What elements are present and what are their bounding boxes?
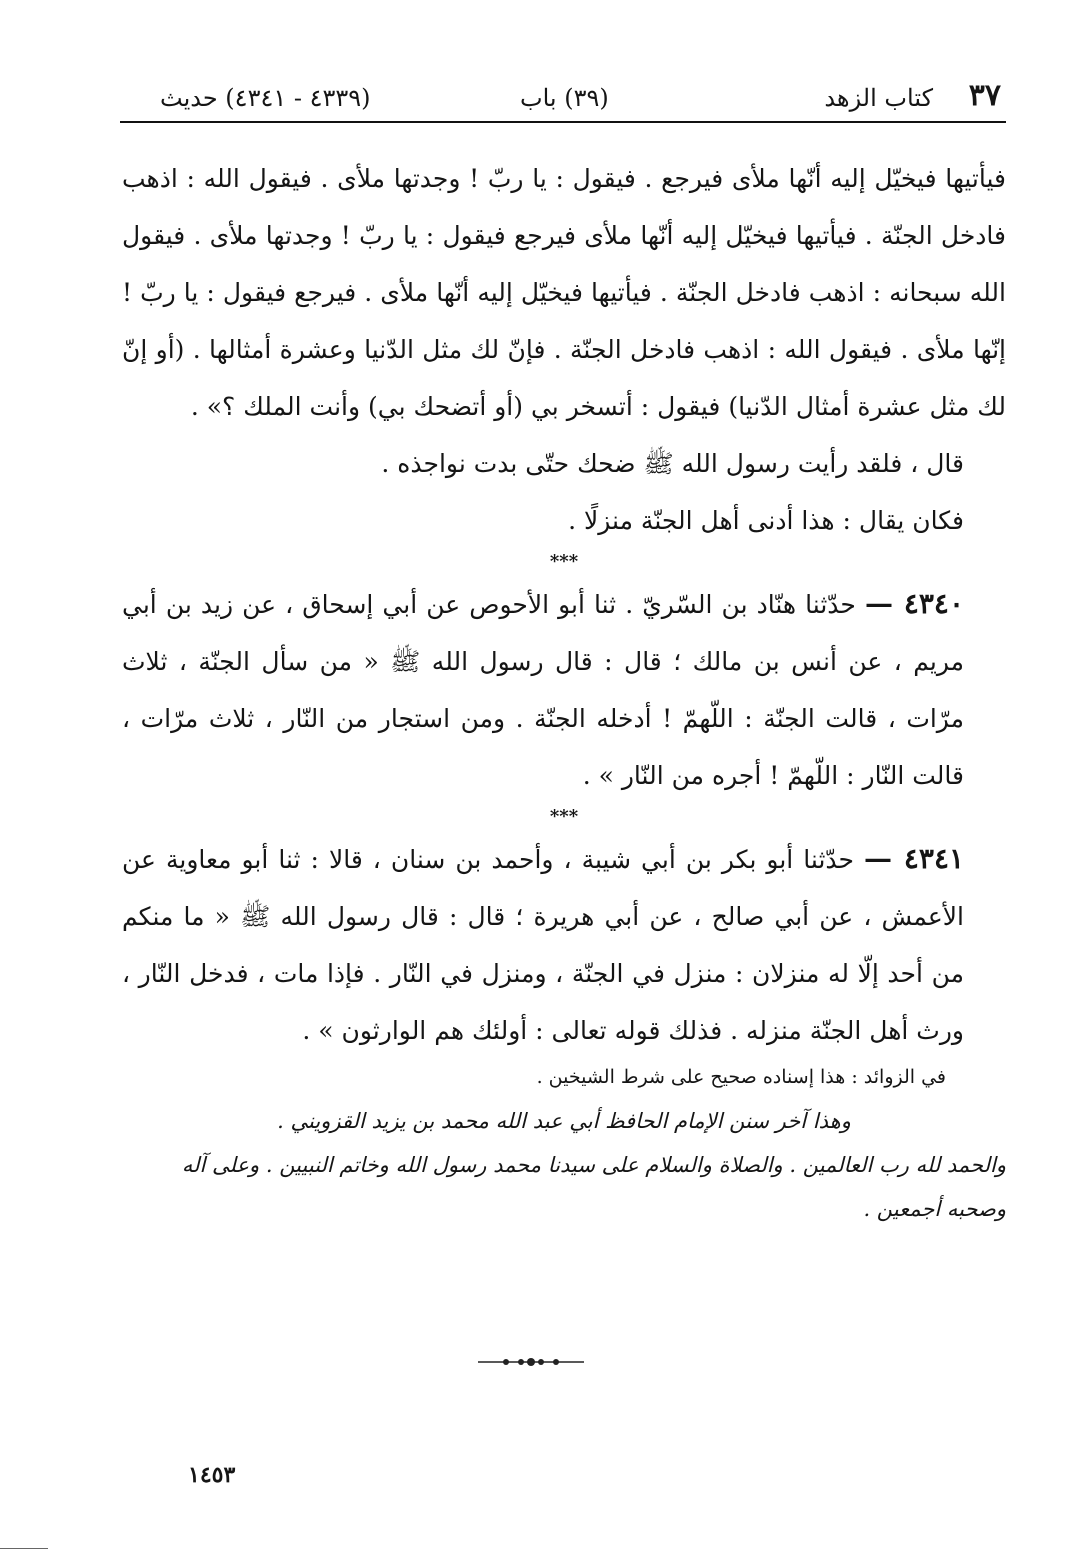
running-header	[120, 78, 1005, 122]
section-separator: ***	[549, 551, 579, 572]
hadith-range: (٤٣٣٩ - ٤٣٤١) حديث	[160, 84, 371, 112]
chapter-label: (٣٩) باب	[520, 84, 609, 112]
section-separator: ***	[549, 806, 579, 827]
hadith-4341	[122, 830, 1006, 1059]
paragraph-closing-remark: فكان يقال : هذا أدنى أهل الجنّة منزلًا .	[568, 506, 964, 535]
colophon-line-1: وهذا آخر سنن الإمام الحافظ أبي عبد الله محمد بن يزيد القزويني .	[277, 1109, 851, 1133]
page-number: ٣٧	[968, 78, 1001, 113]
hadith-number: ٤٣٤٠ —	[864, 587, 964, 620]
hadith-4340	[122, 575, 1006, 804]
main-text	[122, 150, 1006, 1231]
folio-number: ١٤٥٣	[188, 1462, 236, 1488]
hadith-text: حدّثنا أبو بكر بن أبي شيبة ، وأحمد بن سنان ، قالا : ثنا أبو معاوية عن الأعمش ، عن أبي صالح ، عن أبي هريرة ؛ قال : قال رسول الله ﷺ « ما منكم من أحد إلّا له منزلان : منزل في الجنّة ، ومنزل في النّار . فإذا مات ، فدخل النّار ، ورث أهل الجنّة منزله . فذلك قوله تعالى : أولئك هم الوارثون » .	[122, 845, 964, 1045]
paragraph-narrator-note: قال ، فلقد رأيت رسول الله ﷺ ضحك حتّى بدت نواجذه .	[381, 449, 964, 478]
scan-edge-mark	[0, 1548, 48, 1549]
header-rule	[120, 121, 1006, 123]
paragraph-continuation: فيأتيها فيخيّل إليه أنّها ملأى فيرجع . فيقول : يا ربّ ! وجدتها ملأى . فيقول الله : اذهب فادخل الجنّة . فيأتيها فيخيّل إليه أنّها ملأى فيرجع فيقول : يا ربّ ! وجدتها ملأى . فيقول الله سبحانه : اذهب فادخل الجنّة . فيأتيها فيخيّل إليه أنّها ملأى . فيرجع فيقول : يا ربّ ! إنّها ملأى . فيقول الله : اذهب فادخل الجنّة . فإنّ لك مثل الدّنيا وعشرة أمثالها . (أو إنّ لك مثل عشرة أمثال الدّنيا) فيقول : أتسخر بي (أو أتضحك بي) وأنت الملك ؟» .	[122, 164, 1006, 421]
book-title: كتاب الزهد	[824, 84, 933, 112]
hadith-number: ٤٣٤١ —	[864, 842, 965, 875]
colophon-line-2: والحمد لله رب العالمين . والصلاة والسلام على سيدنا محمد رسول الله وخاتم النبيين . وعلى آله وصحبه أجمعين .	[181, 1153, 1006, 1221]
hadith-text: حدّثنا هنّاد بن السّريّ . ثنا أبو الأحوص عن أبي إسحاق ، عن زيد بن أبي مريم ، عن أنس بن مالك ؛ قال : قال رسول الله ﷺ « من سأل الجنّة ، ثلاث مرّات ، قالت الجنّة : اللّهمّ ! أدخله الجنّة . ومن استجار من النّار ، ثلاث مرّات ، قالت النّار : اللّهمّ ! أجره من النّار » .	[122, 590, 964, 790]
end-ornament	[476, 1356, 586, 1368]
zawaid-note: في الزوائد : هذا إسناده صحيح على شرط الشيخين .	[536, 1066, 946, 1088]
